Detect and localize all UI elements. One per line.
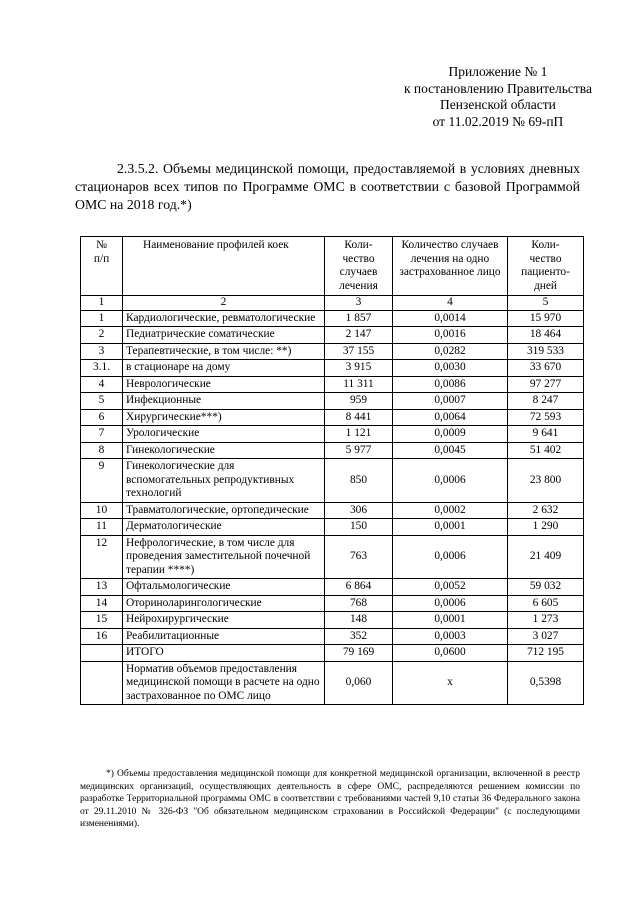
row-profile-name: Инфекционные (123, 393, 325, 410)
row-patient-days: 1 290 (508, 519, 584, 536)
row-profile-name: Травматологические, ортопедические (123, 502, 325, 519)
row-cases: 2 147 (325, 327, 393, 344)
row-number: 4 (81, 376, 123, 393)
row-profile-name: Неврологические (123, 376, 325, 393)
row-patient-days: 72 593 (508, 409, 584, 426)
row-cases-per-person: 0,0009 (393, 426, 508, 443)
header-cases-per-person: Количество случаев лечения на одно застрахованное лицо (393, 237, 508, 296)
row-cases: 37 155 (325, 343, 393, 360)
row-profile-name: Оториноларингологические (123, 595, 325, 612)
row-cases-per-person: 0,0001 (393, 612, 508, 629)
row-cases-per-person: 0,0007 (393, 393, 508, 410)
row-cases: 959 (325, 393, 393, 410)
column-number: 3 (325, 296, 393, 311)
row-cases: 6 864 (325, 579, 393, 596)
row-profile-name: Гинекологические (123, 442, 325, 459)
footnote-text: *) Объемы предоставления медицинской помощи для конкретной медицинской организации, включенной в реестр медицинских организаций, осуществляющих деятельность в сфере ОМС, распределяются решением комиссии по разработке Территориальной программы ОМС в соответствии с требованиями частей 9,10 статьи 36 Федерального закона от 29.11.2010 № 326-ФЗ "Об обязательном медицинском страховании в Российской Федерации" (с последующими изменениями). (80, 769, 580, 829)
row-cases: 150 (325, 519, 393, 536)
row-number: 3.1. (81, 360, 123, 377)
row-cases: 11 311 (325, 376, 393, 393)
total-patient-days: 712 195 (508, 645, 584, 662)
header-profile-name: Наименование профилей коек (123, 237, 325, 296)
section-heading-text: 2.3.5.2. Объемы медицинской помощи, предоставляемой в условиях дневных стационаров всех типов по Программе ОМС в соответствии с базовой Программой ОМС на 2018 год.*) (75, 161, 580, 212)
header-cases: Коли-чество случаев лечения (325, 237, 393, 296)
total-cases: 79 169 (325, 645, 393, 662)
row-patient-days: 97 277 (508, 376, 584, 393)
row-patient-days: 59 032 (508, 579, 584, 596)
row-number: 6 (81, 409, 123, 426)
row-profile-name: в стационаре на дому (123, 360, 325, 377)
row-number: 9 (81, 459, 123, 503)
row-profile-name: Реабилитационные (123, 628, 325, 645)
table-row (81, 459, 584, 503)
norm-patient-days: 0,5398 (508, 661, 584, 705)
table-row (81, 393, 584, 410)
column-number: 2 (123, 296, 325, 311)
row-patient-days: 319 533 (508, 343, 584, 360)
row-patient-days: 6 605 (508, 595, 584, 612)
appendix-date-line: от 11.02.2019 № 69-пП (432, 113, 564, 129)
row-number: 14 (81, 595, 123, 612)
row-cases-per-person: 0,0006 (393, 459, 508, 503)
row-profile-name: Офтальмологические (123, 579, 325, 596)
row-profile-name: Урологические (123, 426, 325, 443)
row-cases: 352 (325, 628, 393, 645)
total-row (81, 645, 584, 662)
appendix-block (404, 64, 592, 130)
row-cases: 850 (325, 459, 393, 503)
row-number: 5 (81, 393, 123, 410)
norm-row (81, 661, 584, 705)
row-cases-per-person: 0,0052 (393, 579, 508, 596)
table-row (81, 327, 584, 344)
table-row (81, 502, 584, 519)
section-heading (75, 160, 580, 214)
row-cases-per-person: 0,0001 (393, 519, 508, 536)
row-number: 15 (81, 612, 123, 629)
volumes-table (80, 236, 584, 705)
row-profile-name: Гинекологические для вспомогательных репродуктивных технологий (123, 459, 325, 503)
table-row (81, 519, 584, 536)
appendix-region-line: Пензенской области (440, 97, 556, 112)
column-number: 5 (508, 296, 584, 311)
total-cases-per-person: 0,0600 (393, 645, 508, 662)
total-label: ИТОГО (123, 645, 325, 662)
header-patient-days: Коли-чество пациенто-дней (508, 237, 584, 296)
row-cases: 3 915 (325, 360, 393, 377)
row-patient-days: 51 402 (508, 442, 584, 459)
row-cases-per-person: 0,0282 (393, 343, 508, 360)
row-cases-per-person: 0,0014 (393, 310, 508, 327)
row-cases-per-person: 0,0064 (393, 409, 508, 426)
row-profile-name: Кардиологические, ревматологические (123, 310, 325, 327)
table-row (81, 595, 584, 612)
table-row (81, 310, 584, 327)
norm-label: Норматив объемов предоставления медицинской помощи в расчете на одно застрахованное по ОМС лицо (123, 661, 325, 705)
total-empty-cell (81, 645, 123, 662)
row-cases: 768 (325, 595, 393, 612)
table-body (81, 310, 584, 705)
table-row (81, 343, 584, 360)
row-number: 13 (81, 579, 123, 596)
row-number: 1 (81, 310, 123, 327)
row-patient-days: 15 970 (508, 310, 584, 327)
row-number: 10 (81, 502, 123, 519)
table-row (81, 426, 584, 443)
appendix-decree-line: к постановлению Правительства (403, 80, 592, 96)
column-number: 1 (81, 296, 123, 311)
norm-cases-per-person: х (393, 661, 508, 705)
row-cases: 148 (325, 612, 393, 629)
row-patient-days: 21 409 (508, 535, 584, 579)
table-row (81, 409, 584, 426)
table-row (81, 535, 584, 579)
norm-empty-cell (81, 661, 123, 705)
row-patient-days: 2 632 (508, 502, 584, 519)
row-patient-days: 1 273 (508, 612, 584, 629)
table-row (81, 376, 584, 393)
row-cases: 5 977 (325, 442, 393, 459)
column-numbers-row (81, 296, 584, 311)
row-cases: 1 857 (325, 310, 393, 327)
header-num: № п/п (81, 237, 123, 296)
row-patient-days: 18 464 (508, 327, 584, 344)
row-patient-days: 33 670 (508, 360, 584, 377)
row-patient-days: 9 641 (508, 426, 584, 443)
table-header-row (81, 237, 584, 296)
row-profile-name: Хирургические***) (123, 409, 325, 426)
column-number: 4 (393, 296, 508, 311)
row-profile-name: Педиатрические соматические (123, 327, 325, 344)
appendix-title: Приложение № 1 (448, 64, 548, 79)
row-cases-per-person: 0,0006 (393, 595, 508, 612)
row-number: 12 (81, 535, 123, 579)
row-cases-per-person: 0,0086 (393, 376, 508, 393)
row-cases-per-person: 0,0003 (393, 628, 508, 645)
table-row (81, 360, 584, 377)
row-profile-name: Нейрохирургические (123, 612, 325, 629)
row-number: 3 (81, 343, 123, 360)
row-number: 11 (81, 519, 123, 536)
row-profile-name: Дерматологические (123, 519, 325, 536)
row-cases: 1 121 (325, 426, 393, 443)
row-number: 8 (81, 442, 123, 459)
row-cases-per-person: 0,0045 (393, 442, 508, 459)
row-cases: 306 (325, 502, 393, 519)
row-number: 7 (81, 426, 123, 443)
row-profile-name: Терапевтические, в том числе: **) (123, 343, 325, 360)
row-patient-days: 3 027 (508, 628, 584, 645)
table-row (81, 612, 584, 629)
table-row (81, 579, 584, 596)
row-cases: 8 441 (325, 409, 393, 426)
row-cases-per-person: 0,0002 (393, 502, 508, 519)
table-row (81, 628, 584, 645)
row-cases: 763 (325, 535, 393, 579)
row-number: 16 (81, 628, 123, 645)
row-cases-per-person: 0,0016 (393, 327, 508, 344)
row-cases-per-person: 0,0006 (393, 535, 508, 579)
row-profile-name: Нефрологические, в том числе для проведения заместительной почечной терапии ****) (123, 535, 325, 579)
row-patient-days: 8 247 (508, 393, 584, 410)
table-row (81, 442, 584, 459)
row-number: 2 (81, 327, 123, 344)
row-patient-days: 23 800 (508, 459, 584, 503)
footnote (80, 768, 580, 831)
norm-cases: 0,060 (325, 661, 393, 705)
row-cases-per-person: 0,0030 (393, 360, 508, 377)
